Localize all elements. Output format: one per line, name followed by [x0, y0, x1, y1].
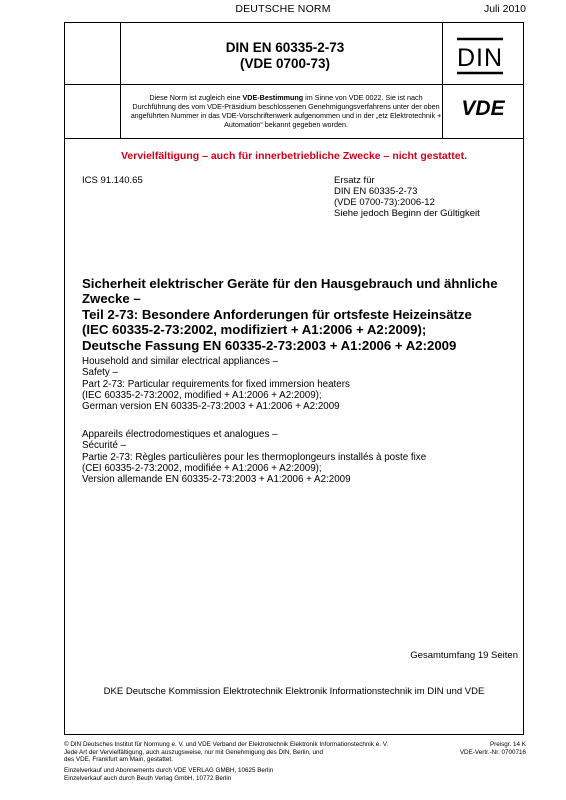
title-fr-line: Partie 2-73: Règles particulières pour les thermoplongeurs installés à poste fixe	[82, 451, 427, 463]
sales-line: Einzelverkauf und Abonnements durch VDE VERLAG GMBH, 10625 Berlin	[64, 767, 274, 774]
title-fr-line: Appareils électrodomestiques et analogues –	[82, 429, 278, 440]
dke-line: DKE Deutsche Kommission Elektrotechnik Elektronik Informationstechnik im DIN und VDE	[103, 686, 485, 697]
title-de-line: Teil 2-73: Besondere Anforderungen für ortsfeste Heizeinsätze	[82, 306, 472, 322]
copyright-line: Jede Art der Vervielfältigung, auch auszugsweise, nur mit Genehmigung des DIN, Berlin, und	[64, 748, 324, 756]
title-english	[82, 356, 512, 412]
standard-number-vde: (VDE 0700-73)	[239, 56, 331, 71]
notice-text-start: Diese Norm ist zugleich eine	[149, 93, 243, 102]
title-de-line: Deutsche Fassung EN 60335-2-73:2003 + A1:2006 + A2:2009	[82, 337, 457, 353]
standard-number	[130, 40, 440, 72]
vde-notice	[130, 93, 442, 129]
title-de-line: Zwecke –	[82, 291, 141, 307]
publication-date: Juli 2010	[483, 3, 526, 15]
din-logo-text: DIN	[456, 44, 504, 72]
notice-text-end: im Sinne von VDE 0022. Sie ist nach Durchführung des vom VDE-Präsidium beschlossenen Genehmigungsverfahrens unter der oben angeführten Nummer in das VDE-Vorschriftenwerk aufgenommen und in der „etz Elektrotechnik + Automation“ bekannt gegeben worden.	[130, 93, 442, 129]
standard-number-din: DIN EN 60335-2-73	[225, 40, 345, 55]
title-en-line: Part 2-73: Particular requirements for fixed immersion heaters	[82, 378, 350, 390]
document-type: DEUTSCHE NORM	[235, 3, 331, 15]
title-german	[82, 276, 512, 353]
title-de-line: (IEC 60335-2-73:2002, modifiziert + A1:2006 + A2:2009);	[82, 322, 427, 338]
divider-left	[120, 22, 121, 138]
replacement-line: Siehe jedoch Beginn der Gültigkeit	[334, 208, 480, 219]
sales-line: Einzelverkauf auch durch Beuth Verlag GmbH, 10772 Berlin	[64, 774, 232, 782]
divider-header	[64, 84, 524, 85]
copyright-line: des VDE, Frankfurt am Main, gestattet.	[64, 756, 173, 764]
total-pages: Gesamtumfang 19 Seiten	[410, 650, 518, 661]
title-fr-line: (CEI 60335-2-73:2002, modifiée + A1:2006 + A2:2009);	[82, 462, 322, 474]
price-info	[460, 741, 526, 756]
title-en-line: Household and similar electrical appliances –	[82, 356, 279, 367]
title-en-line: German version EN 60335-2-73:2003 + A1:2006 + A2:2009	[82, 401, 340, 413]
title-de-line: Sicherheit elektrischer Geräte für den Hausgebrauch und ähnliche	[82, 276, 498, 291]
copyright-notice	[64, 741, 434, 764]
price-group: Preisgr. 14 K	[489, 741, 526, 748]
ics-code: ICS 91.140.65	[82, 175, 143, 186]
replacement-line: DIN EN 60335-2-73	[334, 186, 418, 197]
title-en-line: (IEC 60335-2-73:2002, modified + A1:2006 + A2:2009);	[82, 389, 322, 401]
replacement-info	[334, 175, 480, 219]
vde-logo-text: VDE	[461, 97, 505, 118]
top-bar	[0, 0, 566, 22]
copyright-line: © DIN Deutsches Institut für Normung e. V. und VDE Verband der Elektrotechnik Elektronik Informationstechnik e. V.	[64, 741, 389, 748]
notice-bold: VDE-Bestimmung	[242, 93, 304, 102]
copy-restriction: Vervielfältigung – auch für innerbetriebliche Zwecke – nicht gestattet.	[120, 150, 467, 162]
title-en-line: Safety –	[82, 367, 118, 379]
replacement-line: Ersatz für	[334, 175, 375, 186]
title-fr-line: Sécurité –	[82, 440, 127, 452]
vde-order-number: VDE-Vertr.-Nr. 0700716	[459, 748, 526, 756]
title-french	[82, 429, 512, 485]
title-fr-line: Version allemande EN 60335-2-73:2003 + A1:2006 + A2:2009	[82, 474, 351, 486]
replacement-line: (VDE 0700-73):2006-12	[334, 197, 435, 208]
divider-notice	[64, 138, 524, 139]
vde-logo	[452, 96, 514, 118]
din-logo	[455, 37, 505, 75]
divider-right	[442, 22, 443, 138]
sales-info	[64, 767, 273, 782]
